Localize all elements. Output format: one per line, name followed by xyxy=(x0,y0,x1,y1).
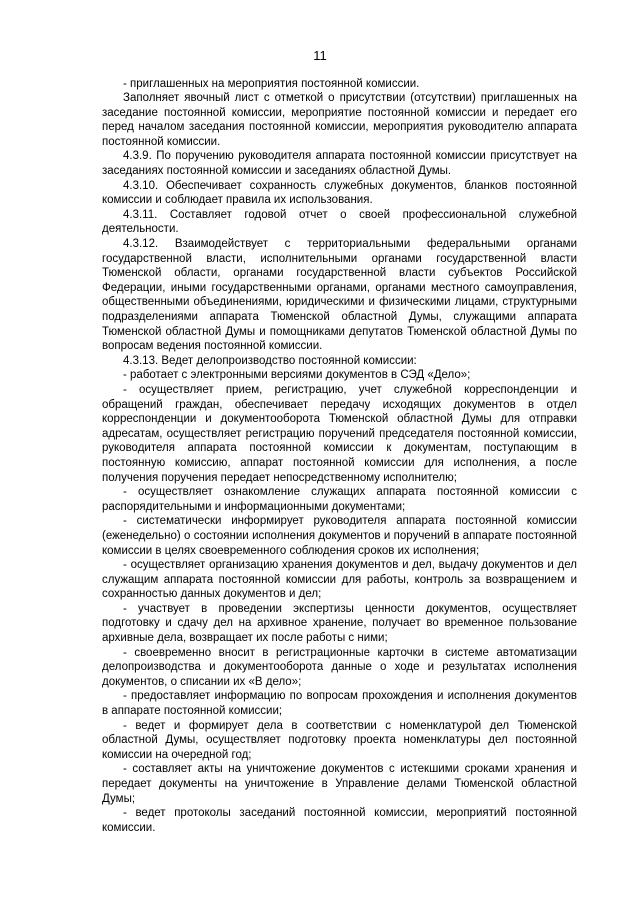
paragraph: - ведет протоколы заседаний постоянной комиссии, мероприятий постоянной комиссии. xyxy=(102,807,577,834)
paragraph: - осуществляет организацию хранения документов и дел, выдачу документов и дел служащим аппарата постоянной комиссии для работы, контроль за возвращением и сохранностью данных документов и дел; xyxy=(102,559,577,601)
paragraph: - осуществляет прием, регистрацию, учет служебной корреспонденции и обращений граждан, обеспечивает передачу исходящих документов в отдел корреспонденции и документооборота Тюменской областной Думы для отправки адресатам, осуществляет регистрацию поручений председателя постоянной комиссии, руководителя аппарата постоянной комиссии к документам, поступающим в постоянную комиссию, аппарат постоянной комиссии для исполнения, а после получения поручения передает непосредственному исполнителю; xyxy=(102,383,577,484)
paragraph: - составляет акты на уничтожение документов с истекшими сроками хранения и передает документы на уничтожение в Управление делами Тюменской областной Думы; xyxy=(102,763,577,805)
document-body xyxy=(102,77,577,836)
paragraph: - приглашенных на мероприятия постоянной комиссии. xyxy=(123,77,420,90)
page-number: 11 xyxy=(313,48,327,63)
paragraph: Заполняет явочный лист с отметкой о присутствии (отсутствии) приглашенных на заседание постоянной комиссии, мероприятие постоянной комиссии и передает его перед началом заседания постоянной комиссии, мероприятия руководителю аппарата постоянной комиссии. xyxy=(102,92,577,148)
paragraph: - предоставляет информацию по вопросам прохождения и исполнения документов в аппарате постоянной комиссии; xyxy=(102,690,577,718)
paragraph: 4.3.11. Составляет годовой отчет о своей профессиональной служебной деятельности. xyxy=(102,208,577,236)
paragraph: - своевременно вносит в регистрационные карточки в системе автоматизации делопроизводства и документооборота данные о ходе и результатах исполнения документов, о списании их «В дело»; xyxy=(102,646,577,688)
paragraph: - ведет и формирует дела в соответствии с номенклатурой дел Тюменской областной Думы, осуществляет подготовку проекта номенклатуры дел постоянной комиссии на очередной год; xyxy=(102,719,577,761)
paragraph: - систематически информирует руководителя аппарата постоянной комиссии (еженедельно) о состоянии исполнения документов и поручений в аппарате постоянной комиссии в целях своевременного соблюдения сроков их исполнения; xyxy=(102,515,577,557)
paragraph: - участвует в проведении экспертизы ценности документов, осуществляет подготовку и сдачу дел на архивное хранение, получает во временное пользование архивные дела, возвращает их после работы с ними; xyxy=(102,602,577,645)
paragraph: 4.3.10. Обеспечивает сохранность служебных документов, бланков постоянной комиссии и соблюдает правила их использования. xyxy=(102,179,577,207)
paragraph: 4.3.13. Ведет делопроизводство постоянной комиссии: xyxy=(123,354,417,367)
paragraph: 4.3.9. По поручению руководителя аппарата постоянной комиссии присутствует на заседаниях постоянной комиссии и заседаниях областной Думы. xyxy=(102,150,577,178)
paragraph: - работает с электронными версиями документов в СЭД «Дело»; xyxy=(123,369,471,382)
paragraph: - осуществляет ознакомление служащих аппарата постоянной комиссии с распорядительными и информационными документами; xyxy=(102,486,577,513)
paragraph: 4.3.12. Взаимодействует с территориальными федеральными органами государственной власти, исполнительными органами государственной власти Тюменской области, органами государственной власти субъектов Российской Федерации, иными государственными органами, органами местного самоуправления, общественными объединениями, юридическими и физическими лицами, структурными подразделениями аппарата Тюменской областной Думы, служащими аппарата Тюменской областной Думы и помощниками депутатов Тюменской областной Думы по вопросам ведения постоянной комиссии. xyxy=(102,238,577,353)
